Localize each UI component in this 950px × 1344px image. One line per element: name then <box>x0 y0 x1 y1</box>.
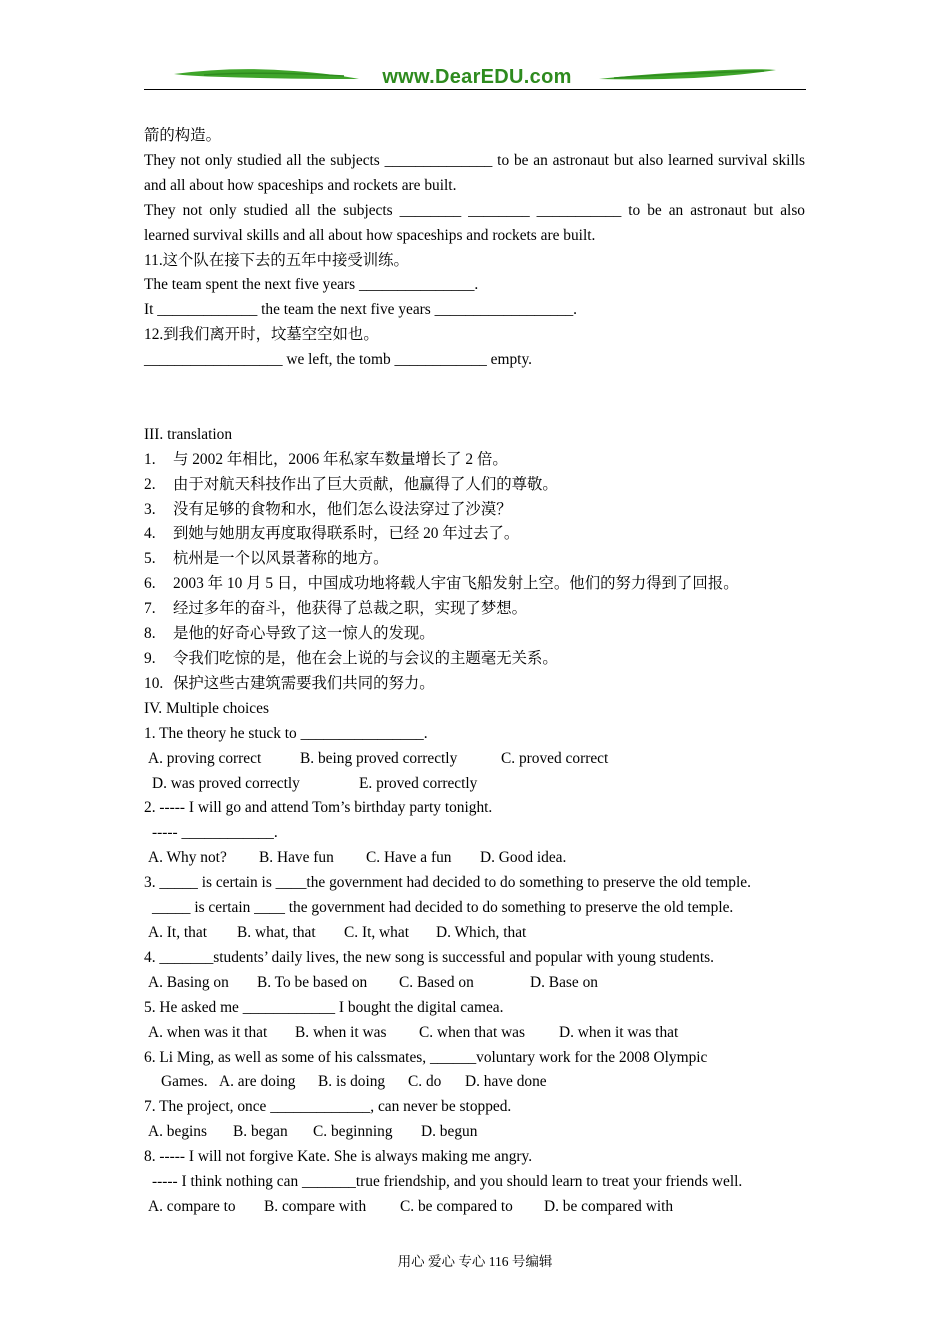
option: B. began <box>233 1123 288 1141</box>
option: D. when it was that <box>559 1023 679 1041</box>
item-text: 到她与她朋友再度取得联系时，已经 20 年过去了。 <box>173 525 520 543</box>
item-text: 保护这些古建筑需要我们共同的努力。 <box>173 674 435 692</box>
question-1: 1. The theory he stuck to ________________. <box>144 724 428 742</box>
question-3: 3. _____ is certain is ____the government had decided to do something to preserve the old temple. <box>144 874 751 892</box>
item-number: 2. <box>144 475 156 493</box>
question-8-response: ----- I think nothing can _______true friendship, and you should learn to treat your friends well. <box>152 1173 743 1191</box>
translation-item <box>144 572 805 597</box>
item-number: 6. <box>144 575 156 593</box>
item-text: 由于对航天科技作出了巨大贡献，他赢得了人们的尊敬。 <box>173 475 558 493</box>
item-number: 1. <box>144 450 156 468</box>
site-logo[interactable]: www.DearEDU.com <box>382 66 572 88</box>
translation-heading: III. translation <box>144 425 233 443</box>
question-8: 8. ----- I will not forgive Kate. She is always making me angry. <box>144 1148 533 1166</box>
question-5: 5. He asked me ____________ I bought the digital camea. <box>144 998 504 1016</box>
item-text: 令我们吃惊的是，他在会上说的与会议的主题毫无关系。 <box>173 650 558 668</box>
cn-sentence-10-continued: 箭的构造。 <box>144 127 221 144</box>
option: A. are doing <box>219 1073 296 1091</box>
option: C. when that was <box>419 1023 526 1041</box>
item-number: 5. <box>144 550 156 568</box>
exercise-10-line-b: They not only studied all the subjects ________ ________ ___________ to be an astronaut but also learned survival skills and all about how spaceships and rockets are built. <box>144 201 805 244</box>
option: D. Base on <box>530 973 598 991</box>
question-1-options-row-2 <box>144 772 805 797</box>
item-text: 没有足够的食物和水，他们怎么设法穿过了沙漠？ <box>173 500 512 518</box>
option: D. was proved correctly <box>152 774 300 792</box>
translation-item <box>144 522 805 547</box>
option: C. proved correct <box>501 749 609 767</box>
item-text: 是他的好奇心导致了这一惊人的发现。 <box>173 625 435 643</box>
translation-list <box>144 448 805 697</box>
cn-sentence-11: 11.这个队在接下去的五年中接受训练。 <box>144 251 409 269</box>
question-6: 6. Li Ming, as well as some of his calssmates, ______voluntary work for the 2008 Olympic <box>144 1048 708 1066</box>
option: D. Which, that <box>436 923 527 941</box>
question-3-options <box>144 921 805 946</box>
question-2-response: ----- ____________. <box>152 824 278 842</box>
option: C. Have a fun <box>366 849 452 867</box>
item-text: 杭州是一个以风景著称的地方。 <box>173 550 389 568</box>
option: C. Based on <box>399 973 474 991</box>
question-5-options <box>144 1021 805 1046</box>
question-7-options <box>144 1120 805 1145</box>
option: A. Why not? <box>148 849 227 867</box>
site-header <box>144 62 806 92</box>
item-number: 7. <box>144 600 156 618</box>
option: E. proved correctly <box>359 774 478 792</box>
option: A. It, that <box>148 923 207 941</box>
option: C. be compared to <box>400 1197 513 1215</box>
item-number: 10. <box>144 674 164 692</box>
question-3-line-2: _____ is certain ____ the government had decided to do something to preserve the old temple. <box>152 899 734 917</box>
translation-item <box>144 448 805 473</box>
option: D. begun <box>421 1123 478 1141</box>
translation-item <box>144 647 805 672</box>
page-footer: 用心 爱心 专心 116 号编辑 <box>397 1254 553 1269</box>
option: D. Good idea. <box>480 849 567 867</box>
item-number: 8. <box>144 625 156 643</box>
option: C. beginning <box>313 1123 393 1141</box>
exercise-11-line-a: The team spent the next five years _______________. <box>144 276 479 294</box>
option: C. do <box>408 1073 442 1091</box>
question-1-options <box>144 747 805 772</box>
item-text: 经过多年的奋斗，他获得了总裁之职，实现了梦想。 <box>173 600 527 618</box>
option: C. It, what <box>344 923 409 941</box>
question-6-continuation: Games. <box>161 1073 208 1091</box>
item-number: 4. <box>144 525 156 543</box>
exercise-12-line: __________________ we left, the tomb ____________ empty. <box>144 351 533 369</box>
option: B. To be based on <box>257 973 368 991</box>
question-2-options <box>144 846 805 871</box>
item-number: 3. <box>144 500 156 518</box>
question-8-options <box>144 1195 805 1220</box>
question-4: 4. _______students’ daily lives, the new song is successful and popular with young students. <box>144 948 714 966</box>
multiple-choice-heading: IV. Multiple choices <box>144 699 269 717</box>
option: B. when it was <box>295 1023 387 1041</box>
translation-item <box>144 547 805 572</box>
translation-item <box>144 672 805 697</box>
option: B. being proved correctly <box>300 749 458 767</box>
document-body <box>144 124 805 1220</box>
cn-sentence-12: 12.到我们离开时，坟墓空空如也。 <box>144 326 379 344</box>
translation-item <box>144 498 805 523</box>
option: A. when was it that <box>148 1023 268 1041</box>
option: D. be compared with <box>544 1197 674 1215</box>
option: B. Have fun <box>259 849 334 867</box>
option: A. begins <box>148 1123 207 1141</box>
question-4-options <box>144 971 805 996</box>
option: D. have done <box>465 1073 547 1091</box>
translation-item <box>144 597 805 622</box>
section-spacer <box>144 373 805 423</box>
question-7: 7. The project, once _____________, can never be stopped. <box>144 1098 512 1116</box>
item-text: 2003 年 10 月 5 日，中国成功地将载人宇宙飞船发射上空。他们的努力得到了回报。 <box>173 575 739 593</box>
item-number: 9. <box>144 650 156 668</box>
item-text: 与 2002 年相比，2006 年私家车数量增长了 2 倍。 <box>173 450 508 468</box>
exercise-10-line-a: They not only studied all the subjects ______________ to be an astronaut but also learned survival skills and all about how spaceships and rockets are built. <box>144 151 805 194</box>
option: B. what, that <box>237 923 316 941</box>
option: A. compare to <box>148 1197 236 1215</box>
translation-item <box>144 473 805 498</box>
question-6-options <box>144 1070 805 1095</box>
exercise-11-line-b: It _____________ the team the next five years __________________. <box>144 301 577 319</box>
header-divider <box>144 89 806 90</box>
question-2: 2. ----- I will go and attend Tom’s birthday party tonight. <box>144 799 493 817</box>
option: B. compare with <box>264 1197 367 1215</box>
option: A. Basing on <box>148 973 229 991</box>
option: A. proving correct <box>148 749 262 767</box>
translation-item <box>144 622 805 647</box>
option: B. is doing <box>318 1073 386 1091</box>
